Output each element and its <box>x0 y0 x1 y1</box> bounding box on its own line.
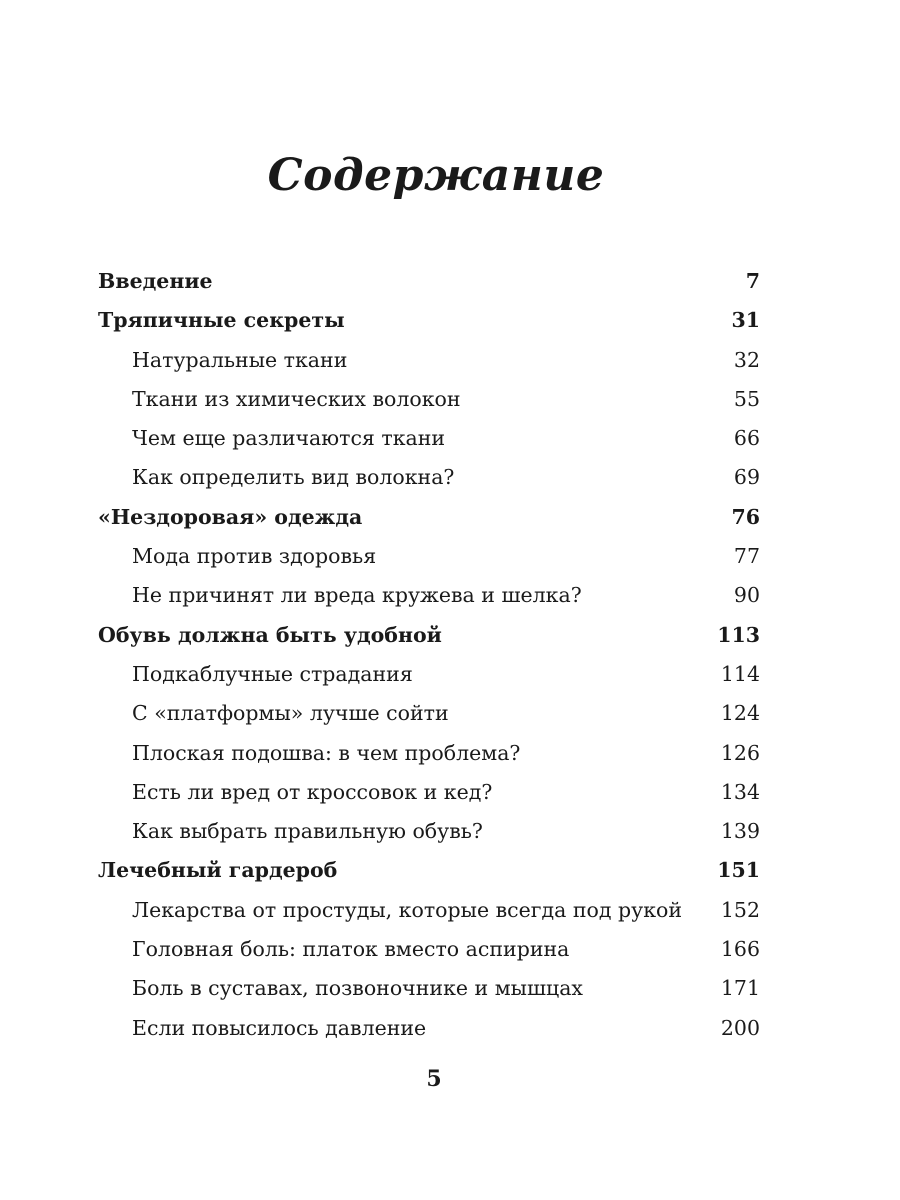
toc-dot-leader <box>463 405 732 406</box>
toc-dot-leader <box>584 601 732 602</box>
toc-entry-title: Ткани из химических волокон <box>132 386 461 411</box>
toc-dot-leader <box>444 641 715 642</box>
toc-section-entry <box>98 930 760 969</box>
toc-entry-title: Плоская подошва: в чем проблема? <box>132 740 521 765</box>
toc-section-entry <box>98 419 760 458</box>
toc-section-entry <box>98 655 760 694</box>
toc-dot-leader <box>522 759 718 760</box>
toc-entry-page-number: 134 <box>720 779 760 804</box>
toc-section-entry <box>98 734 760 773</box>
toc-entry-title: Мода против здоровья <box>132 544 377 569</box>
toc-entry-page-number: 113 <box>717 622 760 647</box>
toc-chapter-entry <box>98 851 760 890</box>
toc-dot-leader <box>451 719 719 720</box>
toc-entry-title: Чем еще различаются ткани <box>132 426 446 451</box>
toc-entry-title: Введение <box>98 269 213 293</box>
toc-entry-title: Если повысилось давление <box>132 1015 427 1040</box>
toc-chapter-entry <box>98 301 760 340</box>
toc-dot-leader <box>456 483 731 484</box>
toc-dot-leader <box>415 680 719 681</box>
toc-entry-title: Как выбрать правильную обувь? <box>132 819 483 844</box>
toc-entry-page-number: 139 <box>720 819 760 844</box>
toc-section-entry <box>98 773 760 812</box>
toc-section-entry <box>98 891 760 930</box>
page-number: 5 <box>426 1066 442 1092</box>
toc-dot-leader <box>684 916 719 917</box>
toc-dot-leader <box>447 444 732 445</box>
toc-dot-leader <box>485 837 719 838</box>
toc-chapter-entry <box>98 616 760 655</box>
toc-section-entry <box>98 341 760 380</box>
toc-dot-leader <box>349 366 732 367</box>
toc-entry-page-number: 31 <box>731 308 760 333</box>
toc-entry-page-number: 55 <box>733 386 760 411</box>
toc-dot-leader <box>494 798 719 799</box>
toc-dot-leader <box>339 876 715 877</box>
toc-entry-title: Подкаблучные страдания <box>132 661 413 686</box>
toc-entry-title: Головная боль: платок вместо аспирина <box>132 937 570 962</box>
toc-entry-title: Лечебный гардероб <box>98 858 338 883</box>
toc-entry-title: Натуральные ткани <box>132 347 348 372</box>
toc-entry-page-number: 69 <box>733 465 760 490</box>
toc-entry-page-number: 166 <box>720 937 760 962</box>
toc-entry-page-number: 90 <box>733 583 760 608</box>
toc-entry-page-number: 171 <box>720 976 760 1001</box>
toc-dot-leader <box>428 1034 719 1035</box>
toc-entry-page-number: 200 <box>720 1015 760 1040</box>
toc-section-entry <box>98 969 760 1008</box>
toc-entry-title: Обувь должна быть удобной <box>98 622 442 647</box>
toc-entry-title: Лекарства от простуды, которые всегда под рукой <box>132 897 683 922</box>
toc-entry-page-number: 32 <box>733 347 760 372</box>
toc-entry-page-number: 126 <box>720 740 760 765</box>
toc-entry-title: Есть ли вред от кроссовок и кед? <box>132 779 493 804</box>
toc-entry-page-number: 7 <box>745 269 760 293</box>
toc-entry-title: С «платформы» лучше сойти <box>132 701 449 726</box>
toc-dot-leader <box>364 523 729 524</box>
toc-dot-leader <box>347 326 730 327</box>
toc-entry-page-number: 152 <box>720 897 760 922</box>
toc-entry-page-number: 124 <box>720 701 760 726</box>
toc-entry-page-number: 66 <box>733 426 760 451</box>
toc-entry-title: «Нездоровая» одежда <box>98 504 363 529</box>
toc-chapter-entry <box>98 498 760 537</box>
toc-entry-page-number: 151 <box>717 858 760 883</box>
toc-entry-title: Тряпичные секреты <box>98 308 345 333</box>
toc-entry-title: Боль в суставах, позвоночнике и мышцах <box>132 976 583 1001</box>
toc-chapter-entry <box>98 262 760 301</box>
toc-entry-title: Не причинят ли вреда кружева и шелка? <box>132 583 582 608</box>
toc-section-entry <box>98 537 760 576</box>
toc-section-entry <box>98 812 760 851</box>
toc-section-entry <box>98 576 760 615</box>
toc-dot-leader <box>378 562 732 563</box>
toc-dot-leader <box>571 955 718 956</box>
toc-entry-page-number: 77 <box>733 544 760 569</box>
toc-section-entry <box>98 1009 760 1048</box>
table-of-contents <box>98 262 760 1048</box>
toc-section-entry <box>98 458 760 497</box>
toc-section-entry <box>98 694 760 733</box>
toc-dot-leader <box>215 287 744 288</box>
toc-entry-page-number: 76 <box>731 504 760 529</box>
toc-entry-page-number: 114 <box>720 661 760 686</box>
page-title: Содержание <box>267 150 605 201</box>
toc-entry-title: Как определить вид волокна? <box>132 465 455 490</box>
toc-section-entry <box>98 380 760 419</box>
toc-dot-leader <box>585 994 719 995</box>
